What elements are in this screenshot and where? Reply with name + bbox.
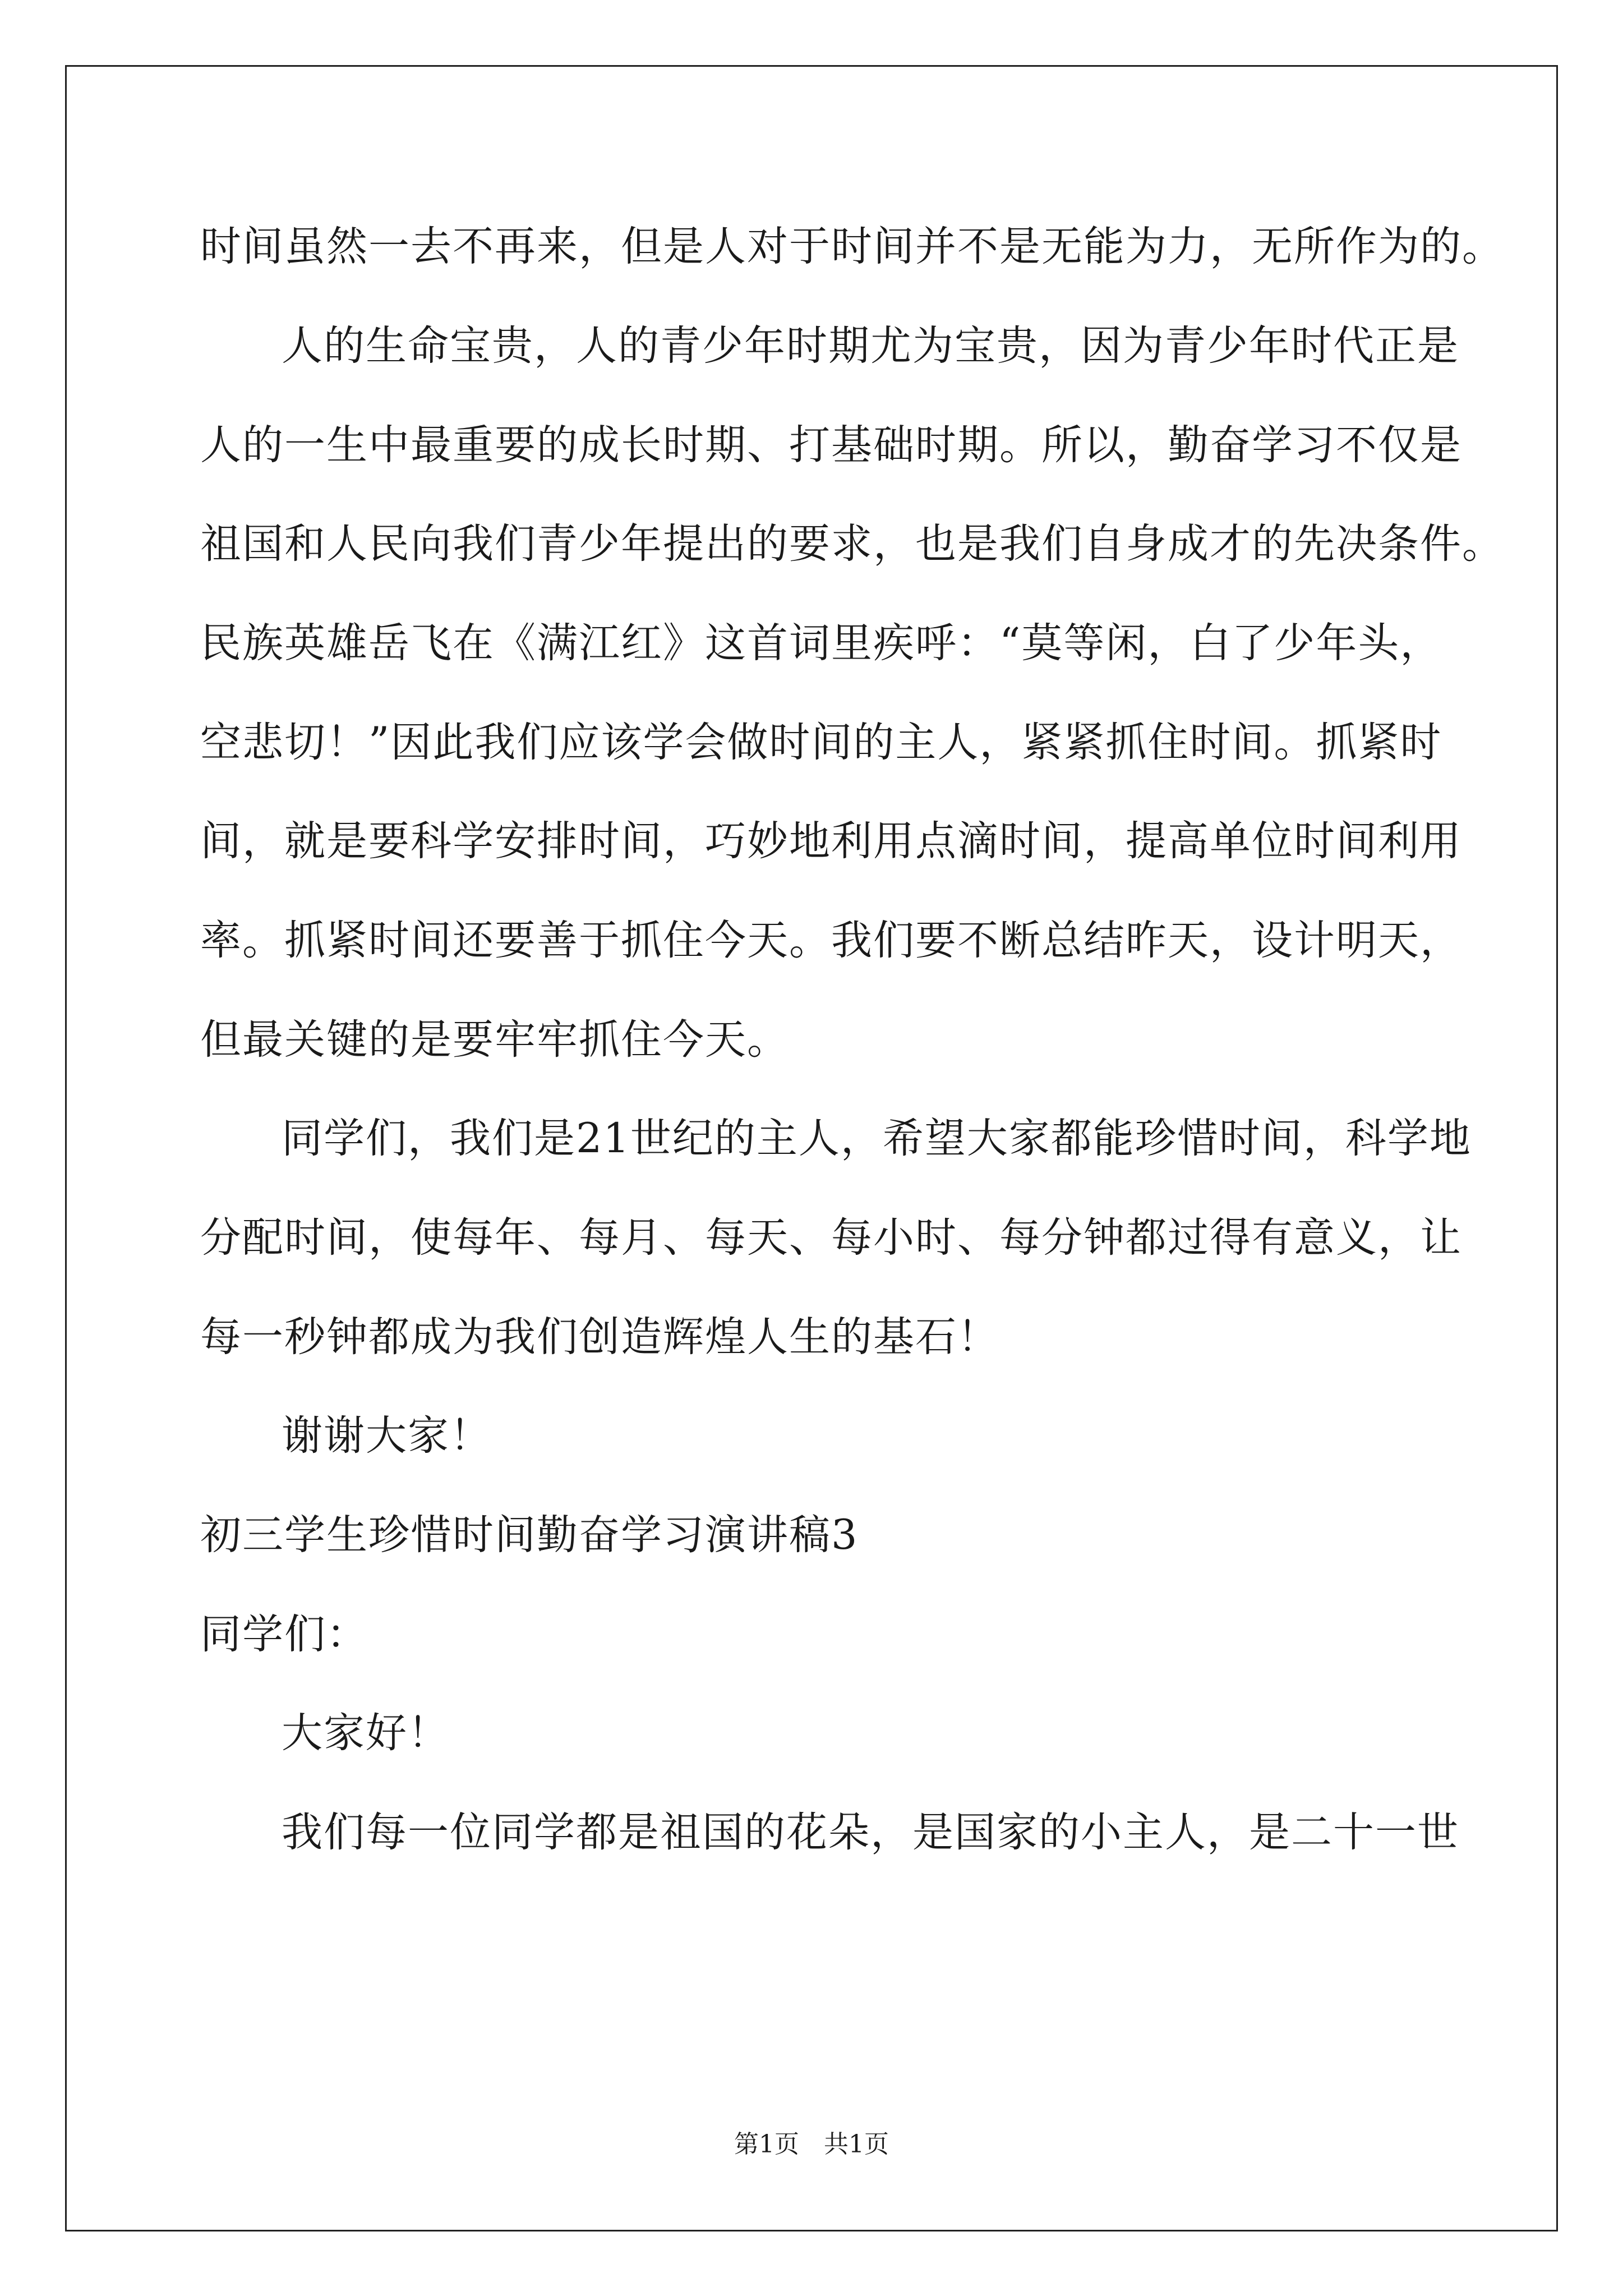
text-line-4: 祖国和人民向我们青少年提出的要求，也是我们自身成才的先决条件。 (200, 520, 1504, 568)
text-line-5: 民族英雄岳飞在《满江红》这首词里疾呼：“莫等闲，白了少年头， (200, 619, 1442, 667)
text-line-8: 率。抓紧时间还要善于抓住今天。我们要不断总结昨天，设计明天， (200, 917, 1462, 964)
text-line-3: 人的一生中最重要的成长时期、打基础时期。所以，勤奋学习不仅是 (200, 421, 1462, 469)
greeting: 大家好！ (282, 1709, 450, 1757)
text-line-6: 空悲切！”因此我们应该学会做时间的主人，紧紧抓住时间。抓紧时 (200, 719, 1442, 766)
text-line-10: 同学们，我们是21世纪的主人，希望大家都能珍惜时间，科学地 (282, 1115, 1472, 1162)
text-line-11: 分配时间，使每年、每月、每天、每小时、每分钟都过得有意义，让 (200, 1214, 1462, 1262)
text-line-17: 我们每一位同学都是祖国的花朵，是国家的小主人，是二十一世 (282, 1809, 1459, 1856)
page-footer: 第1页 共1页 (734, 2130, 889, 2159)
text-line-12: 每一秒钟都成为我们创造辉煌人生的基石！ (200, 1313, 999, 1361)
text-line-13: 谢谢大家！ (282, 1412, 492, 1460)
text-line-9: 但最关键的是要牢牢抓住今天。 (200, 1016, 789, 1064)
section-title: 初三学生珍惜时间勤奋学习演讲稿3 (200, 1511, 859, 1559)
text-line-1: 时间虽然一去不再来，但是人对于时间并不是无能为力，无所作为的。 (200, 223, 1504, 270)
salutation: 同学们： (200, 1611, 368, 1658)
text-line-2: 人的生命宝贵，人的青少年时期尤为宝贵，因为青少年时代正是 (282, 322, 1459, 370)
text-line-7: 间，就是要科学安排时间，巧妙地利用点滴时间，提高单位时间利用 (200, 817, 1462, 865)
